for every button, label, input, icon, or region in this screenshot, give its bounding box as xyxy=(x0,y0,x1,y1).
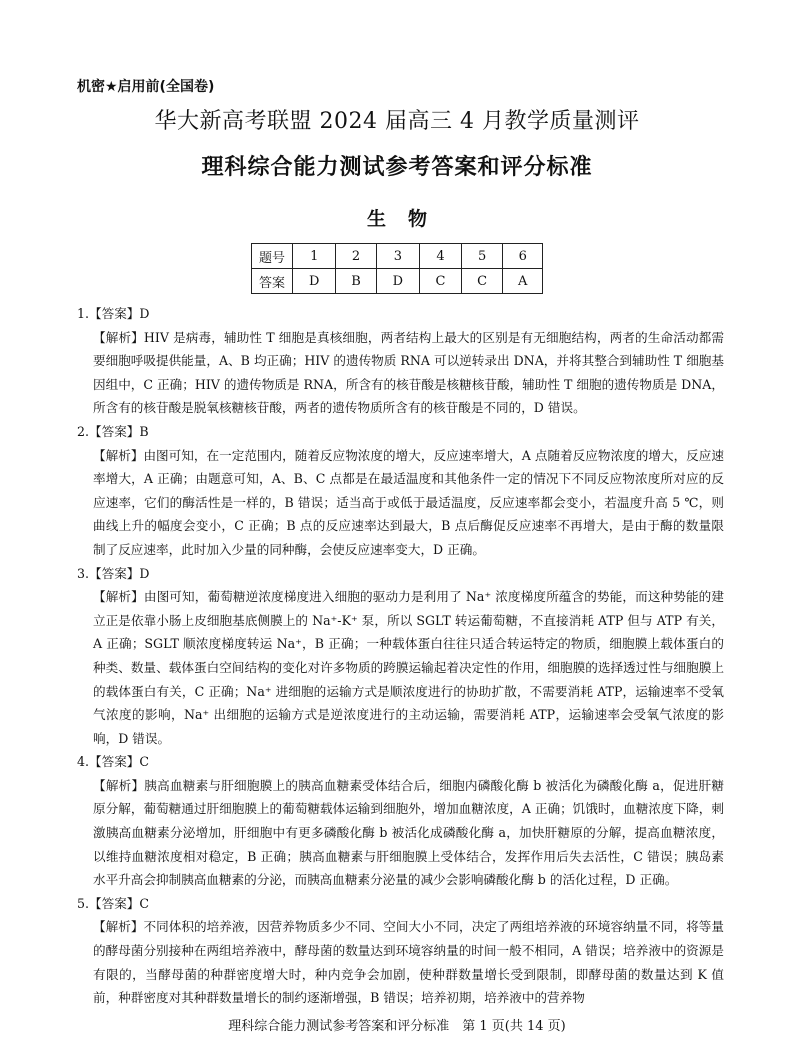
answer-table-answer-row xyxy=(252,269,543,294)
explanation-text: 【解析】胰高血糖素与肝细胞膜上的胰高血糖素受体结合后，细胞内磷酸化酶 b 被活化为磷酸化酶 a，促进肝糖原分解，葡萄糖通过肝细胞膜上的葡萄糖载体运输到细胞外，增加血糖浓度，A 正确；饥饿时，血糖浓度下降，刺激胰高血糖素分泌增加，肝细胞中有更多磷酸化酶 b 被活化成磷酸化酶 a，加快肝糖原的分解，提高血糖浓度，以维持血糖浓度相对稳定，B 正确；胰高血糖素与肝细胞膜上受体结合，发挥作用后失去活性，C 错误；胰岛素水平升高会抑制胰高血糖素的分泌，而胰高血糖素分泌量的减少会影响磷酸化酶 b 的活化过程，D 正确。 xyxy=(93,777,724,888)
explanation-text: 【解析】由图可知，在一定范围内，随着反应物浓度的增大，反应速率增大，A 点随着反应物浓度的增大，反应速率增大，A 正确；由题意可知，A、B、C 点都是在最适温度和其他条件一定的情况下不同反应物浓度所对应的反应速率，它们的酶活性是一样的，B 错误；适当高于或低于最适温度，反应速率都会变小，若温度升高 5 ℃，则曲线上升的幅度会变小，C 正确；B 点的反应速率达到最大，B 点后酶促反应速率不再增大，是由于酶的数量限制了反应速率，此时加入少量的同种酶，会使反应速率变大，D 正确。 xyxy=(93,447,724,557)
answer-heading: 4.【答案】C xyxy=(77,754,150,770)
document-subtitle: 理科综合能力测试参考答案和评分标准 xyxy=(201,155,593,180)
question-block-5 xyxy=(77,892,724,1010)
question-block-1 xyxy=(77,302,724,420)
table-cell-answer: C xyxy=(461,269,503,294)
table-cell-answer: D xyxy=(376,269,419,294)
question-block-4 xyxy=(77,750,724,892)
answer-heading: 1.【答案】D xyxy=(77,306,150,321)
answer-heading: 3.【答案】D xyxy=(77,565,150,581)
table-cell-number: 1 xyxy=(293,244,336,269)
table-cell-number: 4 xyxy=(420,244,462,269)
table-cell-number: 2 xyxy=(336,244,376,269)
page-footer: 理科综合能力测试参考答案和评分标准 第 1 页(共 14 页) xyxy=(228,1019,566,1034)
table-row-label-answer: 答案 xyxy=(252,269,293,294)
answer-heading: 5.【答案】C xyxy=(77,895,150,911)
table-cell-number: 3 xyxy=(376,244,419,269)
explanation-text: 【解析】HIV 是病毒，辅助性 T 细胞是真核细胞，两者结构上最大的区别是有无细胞结构，两者的生命活动都需要细胞呼吸提供能量，A、B 均正确；HIV 的遗传物质 RNA 可以逆转录出 DNA，并将其整合到辅助性 T 细胞基因组中，C 正确；HIV 的遗传物质是 RNA，所含有的核苷酸是核糖核苷酸，辅助性 T 细胞的遗传物质是 DNA，所含有的核苷酸是脱氧核糖核苷酸，两者的遗传物质所含有的核苷酸是不同的，D 错误。 xyxy=(93,329,724,416)
answer-table-number-row xyxy=(252,244,543,269)
table-cell-answer: B xyxy=(336,269,376,294)
answer-table xyxy=(251,243,543,294)
explanation-text: 【解析】由图可知，葡萄糖逆浓度梯度进入细胞的驱动力是利用了 Na⁺ 浓度梯度所蕴含的势能，而这种势能的建立正是依靠小肠上皮细胞基底侧膜上的 Na⁺-K⁺ 泵，所以 SGLT 转运葡萄糖，不直接消耗 ATP 但与 ATP 有关，A 正确；SGLT 顺浓度梯度转运 Na⁺，B 正确；一种载体蛋白往往只适合转运特定的物质，细胞膜上载体蛋白的种类、数量、载体蛋白空间结构的变化对许多物质的跨膜运输起着决定性的作用，细胞膜的选择透过性与细胞膜上的载体蛋白有关，C 正确；Na⁺ 进细胞的运输方式是顺浓度进行的协助扩散，不需要消耗 ATP，运输速率不受氧气浓度的影响，Na⁺ 出细胞的运输方式是逆浓度进行的主动运输，需要消耗 ATP，运输速率会受氧气浓度的影响，D 错误。 xyxy=(93,589,724,746)
table-cell-answer: A xyxy=(503,269,543,294)
table-row-label-number: 题号 xyxy=(252,244,293,269)
question-block-2 xyxy=(77,420,724,562)
explanation-text: 【解析】不同体积的培养液，因营养物质多少不同、空间大小不同，决定了两组培养液的环境容纳量不同，将等量的酵母菌分别接种在两组培养液中，酵母菌的数量达到环境容纳量的时间一般不相同，A 错误；培养液中的资源是有限的，当酵母菌的种群密度增大时，种内竞争会加剧，使种群数量增长受到限制，即酵母菌的数量达到 K 值前，种群密度对其种群数量增长的制约逐渐增强，B 错误；培养初期，培养液中的营养物 xyxy=(93,919,724,1006)
confidentiality-label: 机密★启用前(全国卷) xyxy=(77,79,215,95)
table-cell-answer: C xyxy=(420,269,462,294)
table-cell-number: 5 xyxy=(461,244,503,269)
table-cell-answer: D xyxy=(293,269,336,294)
table-cell-number: 6 xyxy=(503,244,543,269)
subject-heading: 生物 xyxy=(366,208,449,230)
answer-heading: 2.【答案】B xyxy=(77,423,149,439)
exam-title: 华大新高考联盟 2024 届高三 4 月教学质量测评 xyxy=(154,109,640,134)
question-block-3 xyxy=(77,562,724,751)
answer-explanations xyxy=(77,302,724,1010)
